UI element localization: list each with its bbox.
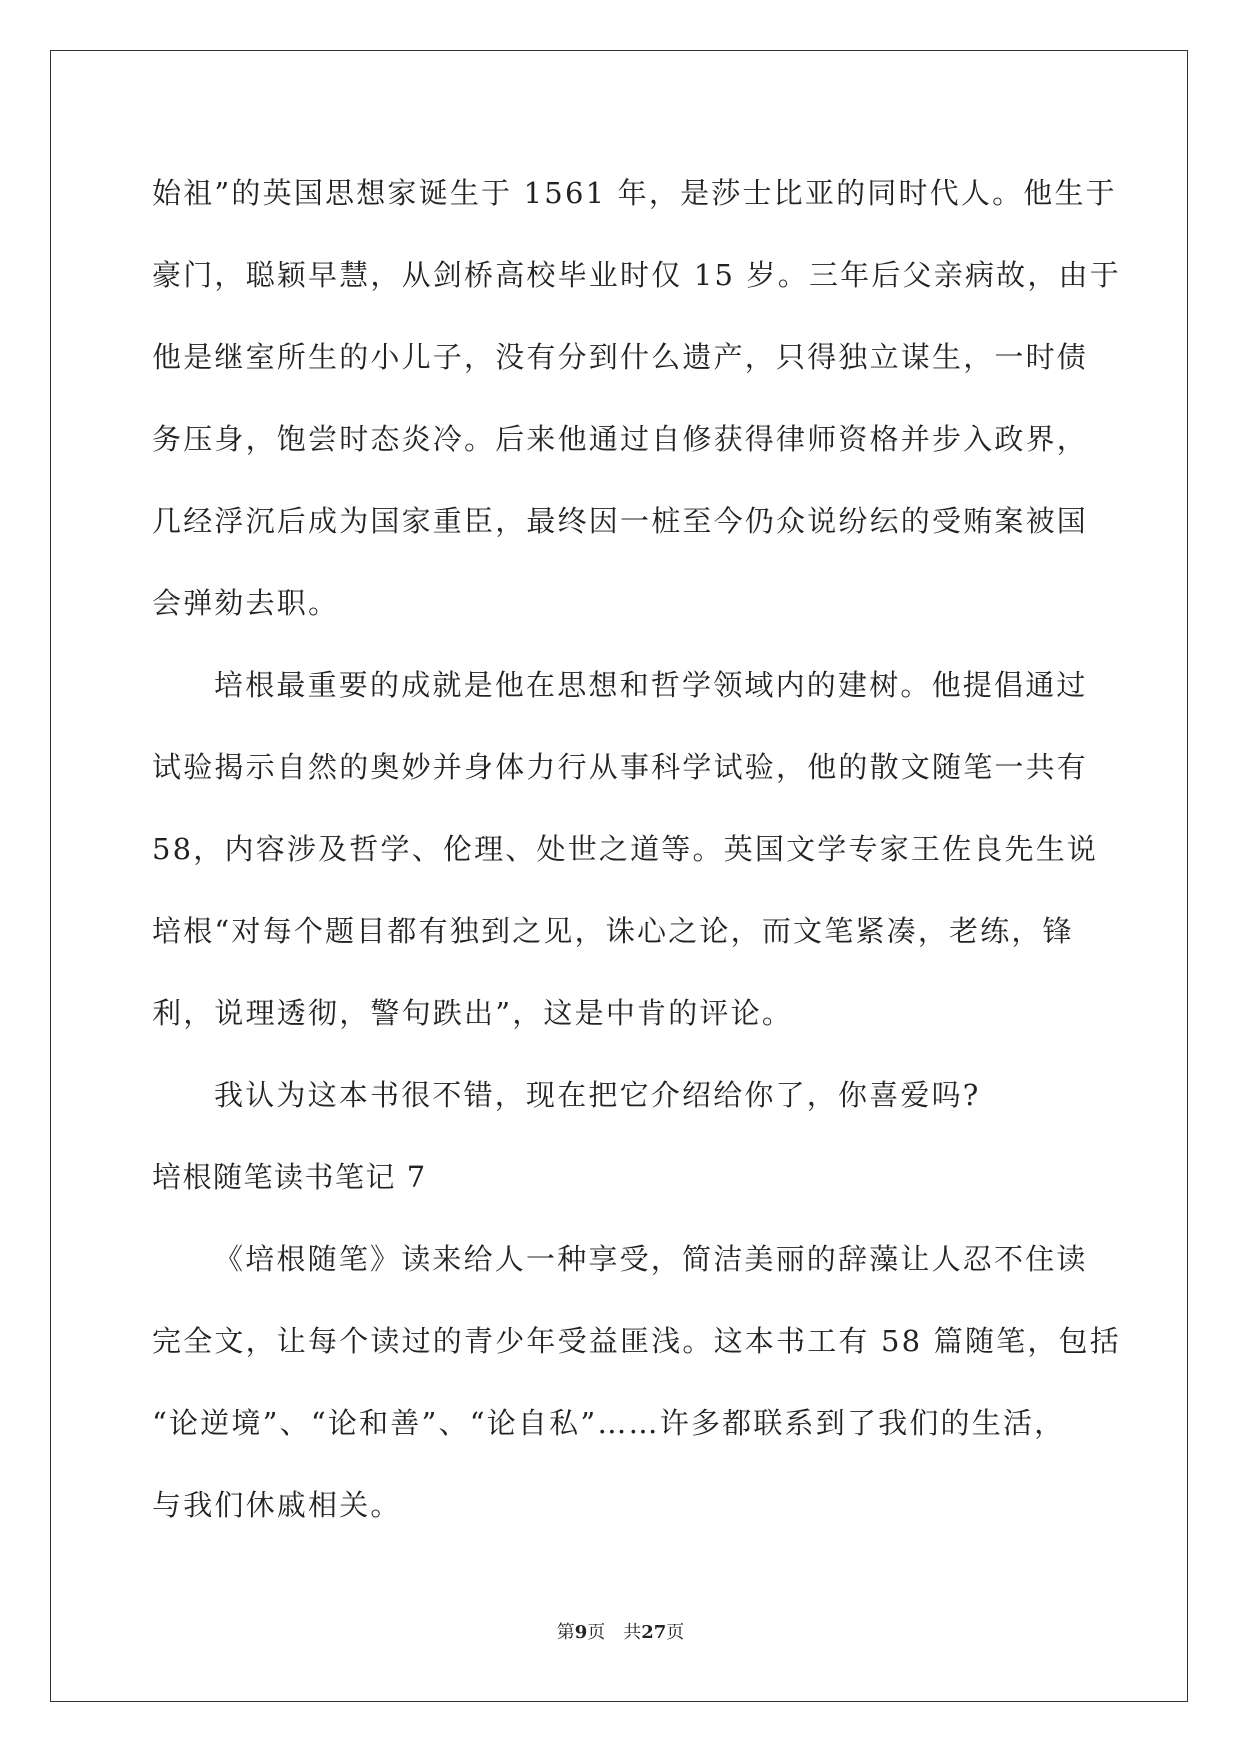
text-line: 完全文，让每个读过的青少年受益匪浅。这本书工有 58 篇随笔，包括 (152, 1324, 1121, 1358)
text-line: 几经浮沉后成为国家重臣，最终因一桩至今仍众说纷纭的受贿案被国 (152, 504, 1089, 538)
footer-suffix: 页 (666, 1622, 685, 1643)
total-pages: 27 (641, 1622, 667, 1643)
text-line: 与我们休戚相关。 (152, 1488, 402, 1522)
section-heading: 培根随笔读书笔记 7 (152, 1160, 427, 1194)
footer-mid: 页 共 (587, 1622, 642, 1643)
footer-prefix: 第 (556, 1622, 575, 1643)
text-line: 务压身，饱尝时态炎冷。后来他通过自修获得律师资格并步入政界， (152, 422, 1089, 456)
text-line: 始祖”的英国思想家诞生于 1561 年，是莎士比亚的同时代人。他生于 (152, 176, 1117, 210)
text-line: “论逆境”、“论和善”、“论自私”……许多都联系到了我们的生活， (152, 1406, 1066, 1440)
text-line: 会弹劾去职。 (152, 586, 340, 620)
text-line: 豪门，聪颖早慧，从剑桥高校毕业时仅 15 岁。三年后父亲病故，由于 (152, 258, 1121, 292)
page-number: 9 (574, 1622, 588, 1643)
paragraph-start-line: 培根最重要的成就是他在思想和哲学领域内的建树。他提倡通过 (214, 668, 1088, 702)
text-line: 他是继室所生的小儿子，没有分到什么遗产，只得独立谋生，一时债 (152, 340, 1089, 374)
paragraph-start-line: 《培根随笔》读来给人一种享受，简洁美丽的辞藻让人忍不住读 (214, 1242, 1088, 1276)
text-line: 利，说理透彻，警句跌出”，这是中肯的评论。 (152, 996, 794, 1030)
document-body (152, 152, 1121, 1546)
text-line: 培根“对每个题目都有独到之见，诛心之论，而文笔紧凑，老练，锋 (152, 914, 1074, 948)
text-line: 试验揭示自然的奥妙并身体力行从事科学试验，他的散文随笔一共有 (152, 750, 1089, 784)
page-footer (0, 1618, 1241, 1644)
paragraph-start-line: 我认为这本书很不错，现在把它介绍给你了，你喜爱吗? (214, 1078, 981, 1112)
text-line: 58，内容涉及哲学、伦理、处世之道等。英国文学专家王佐良先生说 (152, 832, 1099, 866)
